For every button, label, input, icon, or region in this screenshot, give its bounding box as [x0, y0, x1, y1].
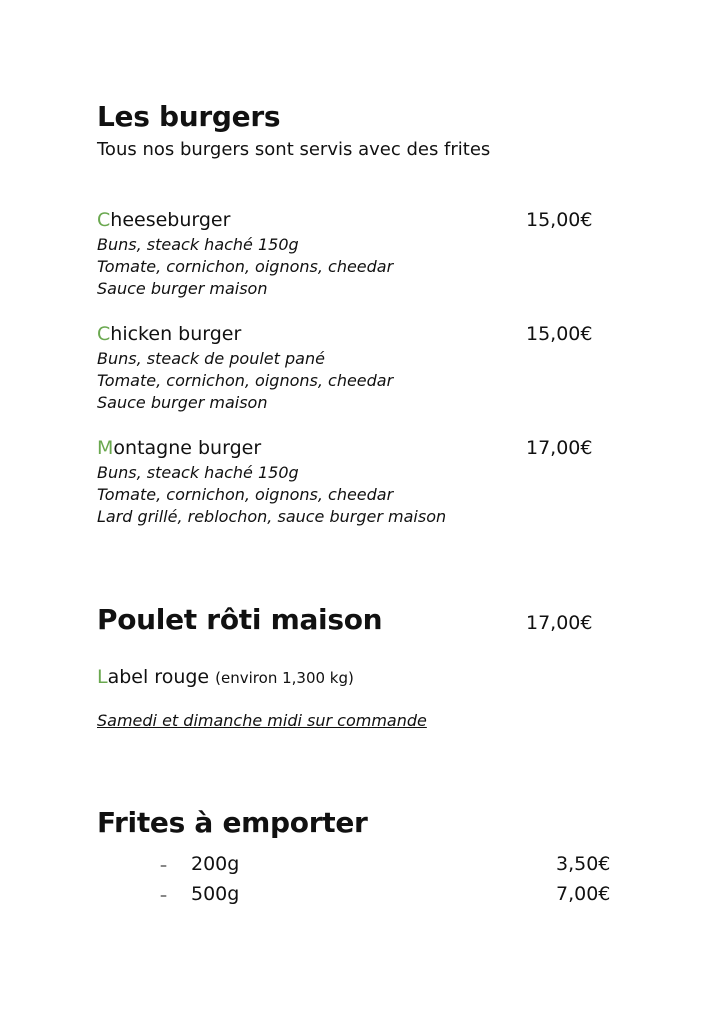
section-title-frites: Frites à emporter — [97, 806, 368, 839]
menu-item-cheeseburger-name — [97, 209, 230, 231]
item-name-rest: ontagne burger — [113, 437, 262, 459]
menu-item-chicken-burger-price: 15,00€ — [526, 323, 593, 345]
item-name-rest: heeseburger — [110, 209, 231, 231]
item-name-rest: hicken burger — [110, 323, 242, 345]
frites-price-200g: 3,50€ — [556, 853, 611, 875]
menu-item-chicken-burger-description — [97, 348, 393, 414]
frites-price-500g: 7,00€ — [556, 883, 611, 905]
list-bullet: – — [160, 888, 167, 904]
description-line: Buns, steack de poulet pané — [97, 349, 325, 368]
weight-note: (environ 1,300 kg) — [215, 669, 354, 687]
description-line: Lard grillé, reblochon, sauce burger maison — [97, 507, 447, 526]
section-title-burgers: Les burgers — [97, 100, 281, 133]
poulet-price: 17,00€ — [526, 612, 593, 634]
description-line: Tomate, cornichon, oignons, cheedar — [97, 371, 394, 390]
description-line: Tomate, cornichon, oignons, cheedar — [97, 485, 394, 504]
order-note: Samedi et dimanche midi sur commande — [97, 711, 427, 730]
section-title-poulet: Poulet rôti maison — [97, 603, 383, 636]
item-initial: M — [97, 437, 114, 459]
menu-item-montagne-burger-description — [97, 462, 446, 528]
poulet-label — [97, 666, 354, 688]
burgers-subtitle: Tous nos burgers sont servis avec des frites — [97, 139, 491, 160]
menu-item-montagne-burger-price: 17,00€ — [526, 437, 593, 459]
menu-item-montagne-burger-name — [97, 437, 261, 459]
description-line: Sauce burger maison — [97, 279, 268, 298]
menu-item-chicken-burger-name — [97, 323, 241, 345]
item-initial: C — [97, 323, 111, 345]
list-bullet: – — [160, 858, 167, 874]
menu-item-cheeseburger-price: 15,00€ — [526, 209, 593, 231]
description-line: Buns, steack haché 150g — [97, 463, 299, 482]
description-line: Tomate, cornichon, oignons, cheedar — [97, 257, 394, 276]
frites-size-500g: 500g — [191, 883, 240, 905]
frites-size-200g: 200g — [191, 853, 240, 875]
item-initial: L — [97, 666, 108, 688]
item-initial: C — [97, 209, 111, 231]
description-line: Buns, steack haché 150g — [97, 235, 299, 254]
description-line: Sauce burger maison — [97, 393, 268, 412]
menu-item-cheeseburger-description — [97, 234, 393, 300]
label-rest: abel rouge — [107, 666, 210, 688]
